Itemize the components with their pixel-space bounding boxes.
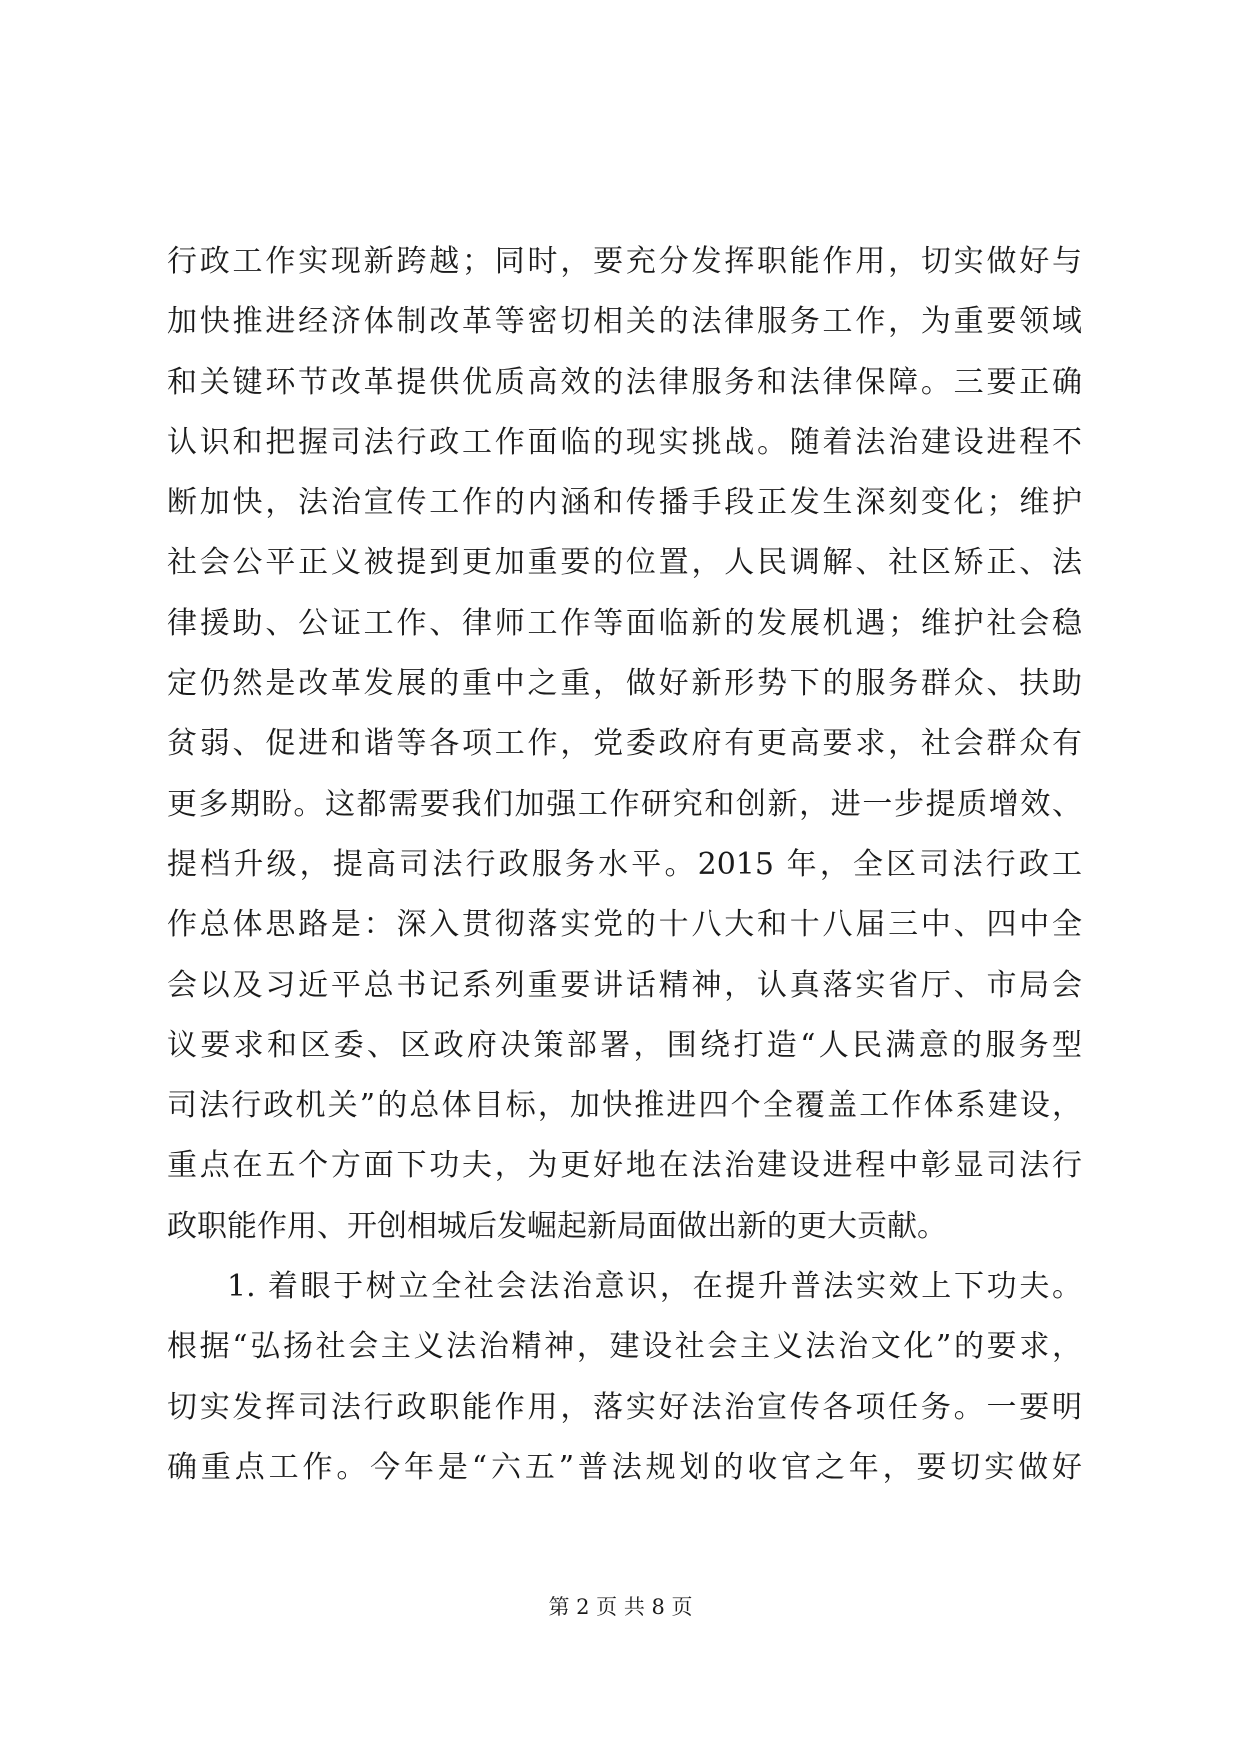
document-body	[167, 232, 1082, 1498]
text-line: 1. 着眼于树立全社会法治意识，在提升普法实效上下功夫。	[227, 1269, 1082, 1305]
text-line: 社会公平正义被提到更加重要的位置，人民调解、社区矫正、法	[167, 545, 1082, 581]
text-line: 定仍然是改革发展的重中之重，做好新形势下的服务群众、扶助	[167, 666, 1082, 702]
text-line: 和关键环节改革提供优质高效的法律服务和法律保障。三要正确	[167, 364, 1082, 400]
text-line: 会以及习近平总书记系列重要讲话精神，认真落实省厅、市局会	[167, 967, 1082, 1003]
text-line: 议要求和区委、区政府决策部署，围绕打造“人民满意的服务型	[167, 1027, 1082, 1063]
text-line: 认识和把握司法行政工作面临的现实挑战。随着法治建设进程不	[167, 424, 1082, 460]
text-line: 律援助、公证工作、律师工作等面临新的发展机遇；维护社会稳	[167, 605, 1082, 641]
text-line: 断加快，法治宣传工作的内涵和传播手段正发生深刻变化；维护	[167, 485, 1082, 521]
text-line: 提档升级，提高司法行政服务水平。2015 年，全区司法行政工	[167, 846, 1082, 882]
text-line: 重点在五个方面下功夫，为更好地在法治建设进程中彰显司法行	[167, 1148, 1082, 1184]
text-line: 更多期盼。这都需要我们加强工作研究和创新，进一步提质增效、	[167, 786, 1082, 822]
text-line: 作总体思路是：深入贯彻落实党的十八大和十八届三中、四中全	[167, 907, 1082, 943]
paragraph-1	[167, 232, 1082, 1257]
page-number-footer: 第 2 页 共 8 页	[548, 1595, 693, 1619]
text-line: 切实发挥司法行政职能作用，落实好法治宣传各项任务。一要明	[167, 1389, 1082, 1425]
text-line: 政职能作用、开创相城后发崛起新局面做出新的更大贡献。	[167, 1208, 947, 1244]
text-line: 行政工作实现新跨越；同时，要充分发挥职能作用，切实做好与	[167, 244, 1082, 279]
text-line: 司法行政机关”的总体目标，加快推进四个全覆盖工作体系建设，	[167, 1088, 1082, 1124]
text-line: 确重点工作。今年是“六五”普法规划的收官之年，要切实做好	[167, 1449, 1082, 1485]
text-line: 根据“弘扬社会主义法治精神，建设社会主义法治文化”的要求，	[167, 1329, 1082, 1365]
text-line: 贫弱、促进和谐等各项工作，党委政府有更高要求，社会群众有	[167, 726, 1082, 762]
text-line: 加快推进经济体制改革等密切相关的法律服务工作，为重要领域	[167, 304, 1082, 340]
paragraph-2	[167, 1257, 1082, 1498]
